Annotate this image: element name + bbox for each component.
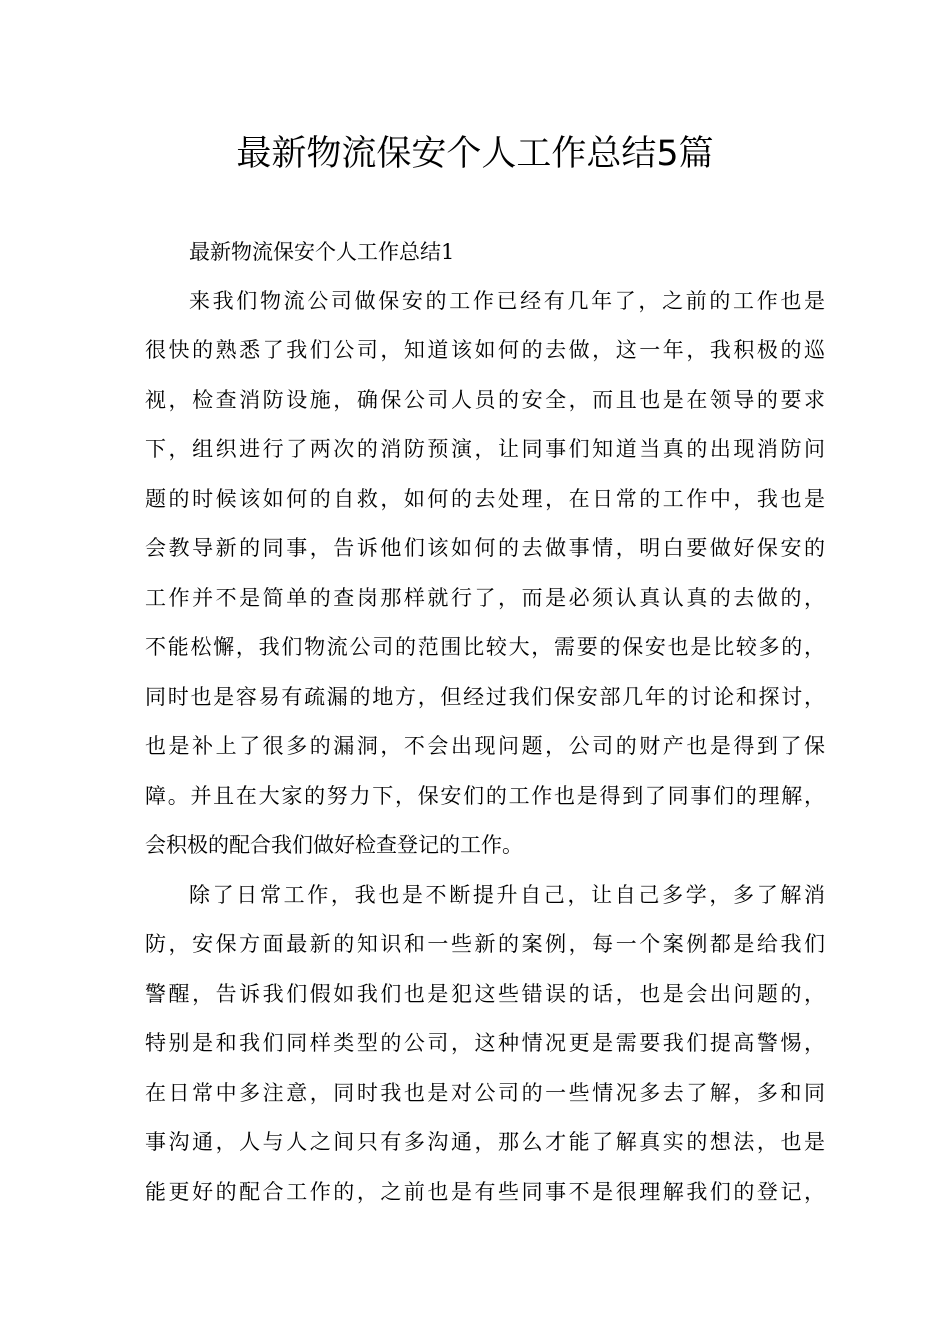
text-line: 视，检查消防设施，确保公司人员的安全，而且也是在领导的要求 bbox=[145, 388, 825, 412]
text-line: 除了日常工作，我也是不断提升自己，让自己多学，多了解消 bbox=[189, 883, 825, 907]
section-heading: 最新物流保安个人工作总结1 bbox=[189, 240, 455, 264]
text-line: 在日常中多注意，同时我也是对公司的一些情况多去了解，多和同 bbox=[145, 1081, 825, 1105]
text-line: 同时也是容易有疏漏的地方，但经过我们保安部几年的讨论和探讨， bbox=[145, 685, 825, 709]
text-line: 事沟通，人与人之间只有多沟通，那么才能了解真实的想法，也是 bbox=[145, 1130, 825, 1154]
text-line: 题的时候该如何的自救，如何的去处理，在日常的工作中，我也是 bbox=[145, 487, 825, 511]
text-line: 不能松懈，我们物流公司的范围比较大，需要的保安也是比较多的， bbox=[145, 635, 825, 659]
text-line: 特别是和我们同样类型的公司，这种情况更是需要我们提高警惕， bbox=[145, 1031, 825, 1055]
text-line: 会积极的配合我们做好检查登记的工作。 bbox=[145, 833, 523, 857]
text-line: 很快的熟悉了我们公司，知道该如何的去做，这一年，我积极的巡 bbox=[145, 338, 825, 362]
text-line: 警醒，告诉我们假如我们也是犯这些错误的话，也是会出问题的， bbox=[145, 982, 825, 1006]
document-title: 最新物流保安个人工作总结5篇 bbox=[236, 134, 714, 174]
text-line: 能更好的配合工作的，之前也是有些同事不是很理解我们的登记， bbox=[145, 1180, 825, 1204]
text-line: 障。并且在大家的努力下，保安们的工作也是得到了同事们的理解， bbox=[145, 784, 825, 808]
text-line: 来我们物流公司做保安的工作已经有几年了，之前的工作也是 bbox=[189, 289, 825, 313]
text-line: 工作并不是简单的查岗那样就行了，而是必须认真认真的去做的， bbox=[145, 586, 825, 610]
text-line: 防，安保方面最新的知识和一些新的案例，每一个案例都是给我们 bbox=[145, 932, 825, 956]
text-line: 也是补上了很多的漏洞，不会出现问题，公司的财产也是得到了保 bbox=[145, 734, 825, 758]
text-line: 会教导新的同事，告诉他们该如何的去做事情，明白要做好保安的 bbox=[145, 536, 825, 560]
text-line: 下，组织进行了两次的消防预演，让同事们知道当真的出现消防问 bbox=[145, 437, 825, 461]
